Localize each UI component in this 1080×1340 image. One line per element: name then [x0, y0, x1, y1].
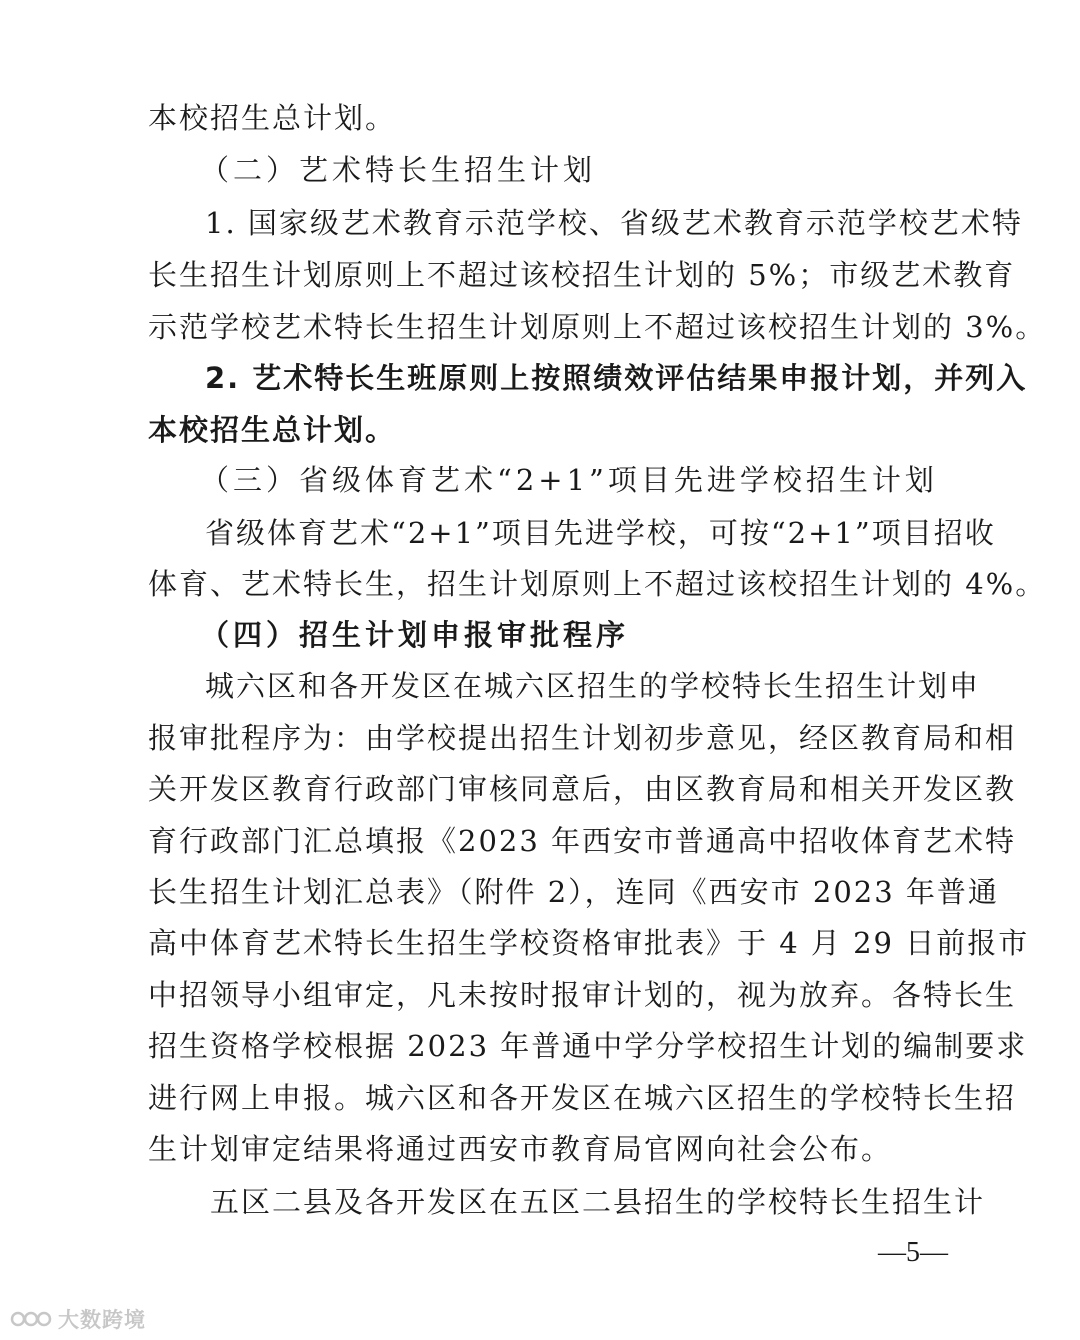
paragraph-line: 示范学校艺术特长生招生计划原则上不超过该校招生计划的 3%。: [148, 310, 1047, 344]
paragraph-line: 体育、艺术特长生，招生计划原则上不超过该校招生计划的 4%。: [148, 567, 1047, 601]
section-heading: （四）招生计划申报审批程序: [200, 618, 630, 652]
section-heading: （三）省级体育艺术“2+1”项目先进学校招生计划: [200, 463, 938, 497]
paragraph-line: 2. 艺术特长生班原则上按照绩效评估结果申报计划，并列入: [205, 361, 1028, 395]
paragraph-line: 高中体育艺术特长生招生学校资格审批表》于 4 月 29 日前报市: [148, 926, 1030, 960]
paragraph-line: 城六区和各开发区在城六区招生的学校特长生招生计划申: [205, 669, 981, 703]
watermark: [10, 1304, 146, 1334]
section-heading: （二）艺术特长生招生计划: [200, 153, 597, 187]
paragraph-line: 招生资格学校根据 2023 年普通中学分学校招生计划的编制要求: [148, 1029, 1028, 1063]
paragraph-line: 长生招生计划汇总表》（附件 2），连同《西安市 2023 年普通: [148, 875, 999, 909]
watermark-text: 大数跨境: [58, 1308, 146, 1332]
paragraph-line: 五区二县及各开发区在五区二县招生的学校特长生招生计: [210, 1185, 986, 1219]
watermark-logo-icon: [10, 1307, 52, 1331]
paragraph-line: 报审批程序为：由学校提出招生计划初步意见，经区教育局和相: [148, 721, 1017, 755]
paragraph-line: 中招领导小组审定，凡未按时报审计划的，视为放弃。各特长生: [148, 978, 1017, 1012]
paragraph-line: 长生招生计划原则上不超过该校招生计划的 5%；市级艺术教育: [148, 258, 1016, 292]
paragraph-line: 进行网上申报。城六区和各开发区在城六区招生的学校特长生招: [148, 1081, 1017, 1115]
paragraph-line: 省级体育艺术“2+1”项目先进学校，可按“2+1”项目招收: [205, 516, 996, 550]
page-number: —5—: [878, 1237, 948, 1268]
paragraph-line: 关开发区教育行政部门审核同意后，由区教育局和相关开发区教: [148, 772, 1017, 806]
paragraph-line: 本校招生总计划。: [148, 413, 397, 447]
paragraph-line: 生计划审定结果将通过西安市教育局官网向社会公布。: [148, 1132, 893, 1166]
paragraph-line: 1. 国家级艺术教育示范学校、省级艺术教育示范学校艺术特: [205, 206, 1023, 240]
paragraph-line: 本校招生总计划。: [148, 101, 397, 135]
paragraph-line: 育行政部门汇总填报《2023 年西安市普通高中招收体育艺术特: [148, 824, 1017, 858]
